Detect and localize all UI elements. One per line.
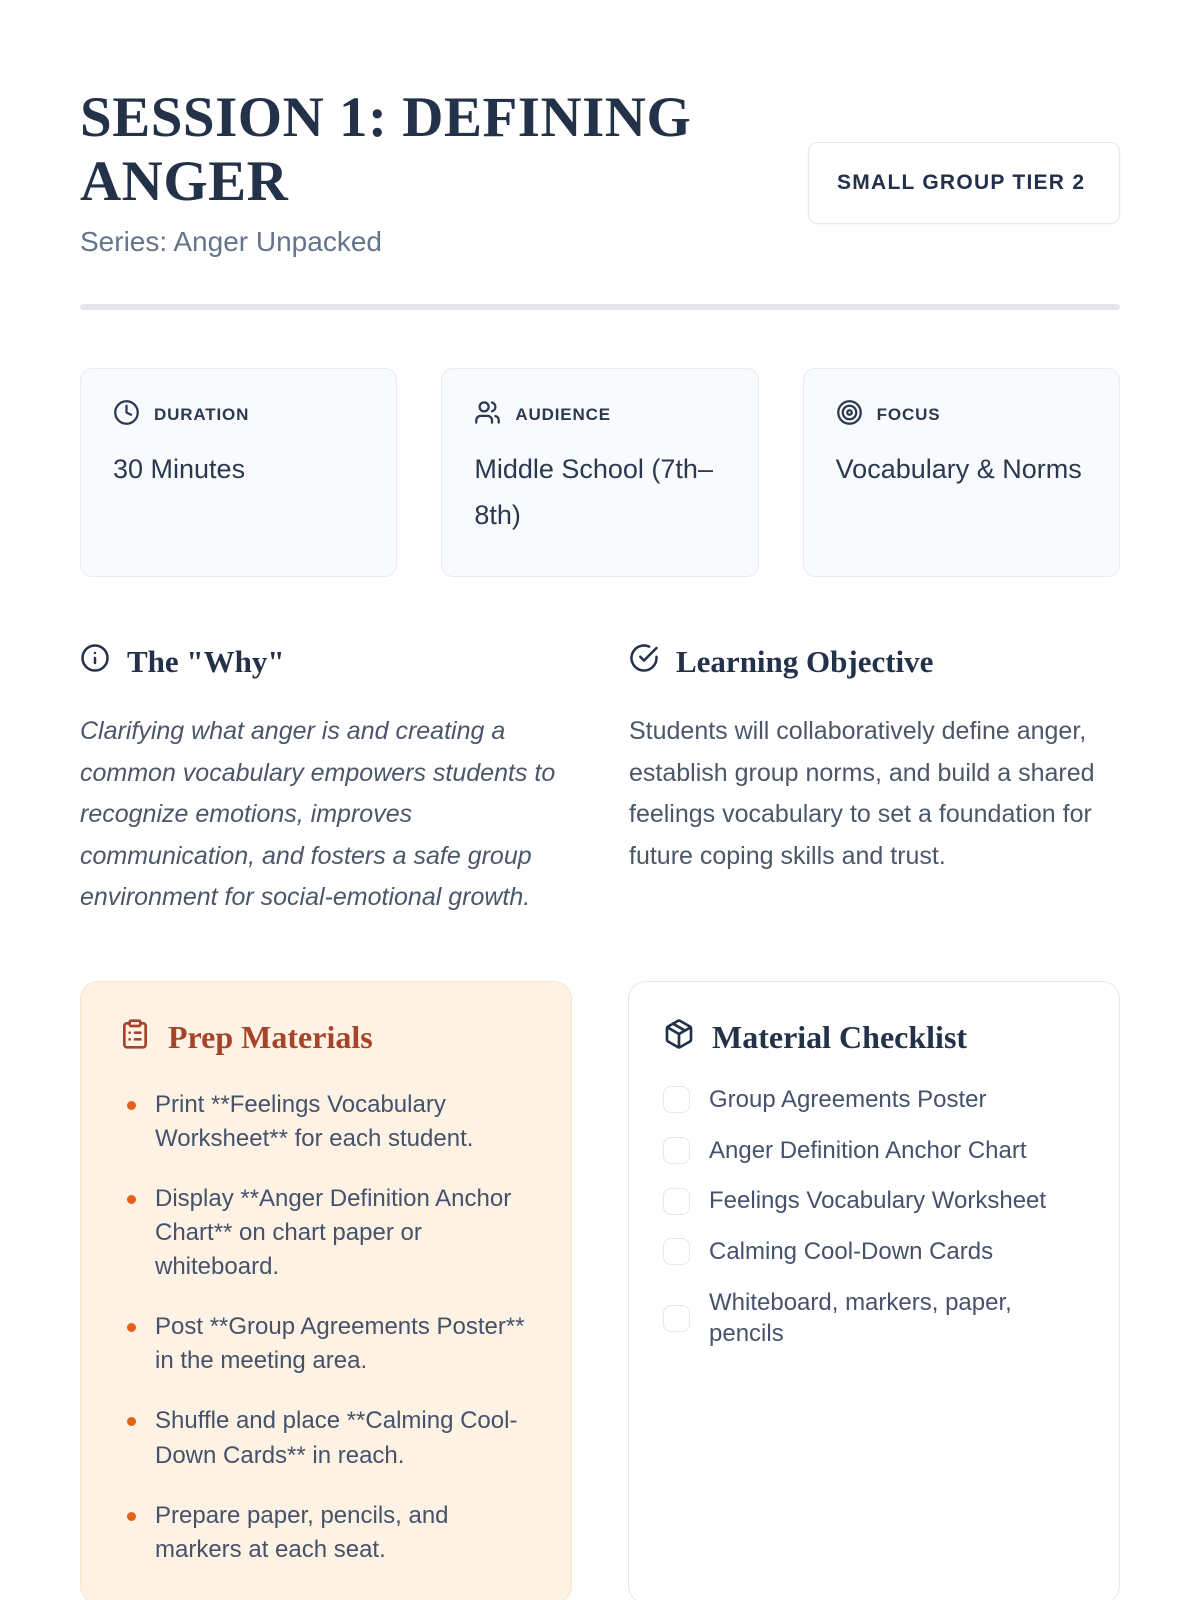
page-title: SESSION 1: DEFINING ANGER: [80, 86, 692, 213]
duration-value: 30 Minutes: [113, 453, 246, 484]
focus-label-row: [836, 399, 1087, 431]
duration-card: [80, 368, 397, 578]
package-icon: [663, 1018, 695, 1058]
header: [80, 86, 1120, 258]
checklist-item-label: Whiteboard, markers, paper, pencils: [709, 1288, 1012, 1348]
objective-heading: Learning Objective: [676, 644, 934, 680]
focus-card: [803, 368, 1120, 578]
info-icon: [80, 643, 110, 681]
list-item: [127, 1310, 533, 1378]
checkbox[interactable]: [663, 1305, 690, 1332]
audience-card: [441, 368, 758, 578]
prep-heading: Prep Materials: [168, 1019, 373, 1056]
bullet-icon: [127, 1323, 136, 1332]
clock-icon: [113, 399, 140, 431]
checklist-row: [663, 1287, 1085, 1350]
why-section: [80, 643, 571, 919]
list-item: [127, 1404, 533, 1472]
material-checklist-card: [628, 981, 1120, 1600]
audience-value: Middle School (7th–8th): [474, 453, 713, 530]
info-card-row: [80, 368, 1120, 578]
objective-body: Students will collaboratively define anger, establish group norms, and build a shared feelings vocabulary to set a foundation for future coping skills and trust.: [629, 717, 1095, 870]
duration-label: DURATION: [154, 404, 250, 424]
users-icon: [474, 399, 501, 431]
why-body: Clarifying what anger is and creating a common vocabulary empowers students to recognize emotions, improves communication, and fosters a safe group environment for social-emotional growth.: [80, 717, 556, 912]
checklist-item-label: Calming Cool-Down Cards: [709, 1237, 994, 1265]
bullet-icon: [127, 1195, 136, 1204]
prep-materials-card: [80, 981, 572, 1600]
audience-label: AUDIENCE: [515, 404, 611, 424]
prep-item-text: Post **Group Agreements Poster** in the meeting area.: [155, 1313, 525, 1375]
checklist: [663, 1084, 1085, 1350]
checklist-row: [663, 1135, 1085, 1167]
objective-heading-row: [629, 643, 1120, 681]
bullet-icon: [127, 1417, 136, 1426]
check-circle-icon: [629, 643, 659, 681]
bullet-icon: [127, 1101, 136, 1110]
prep-item-text: Prepare paper, pencils, and markers at each seat.: [155, 1501, 449, 1563]
checklist-row: [663, 1185, 1085, 1217]
prep-item-text: Display **Anger Definition Anchor Chart** on chart paper or whiteboard.: [155, 1185, 512, 1281]
clipboard-list-icon: [119, 1018, 151, 1058]
objective-section: [629, 643, 1120, 919]
checklist-row: [663, 1236, 1085, 1268]
checklist-row: [663, 1084, 1085, 1116]
materials-row: [80, 981, 1120, 1600]
target-icon: [836, 399, 863, 431]
checklist-item-label: Group Agreements Poster: [709, 1085, 987, 1113]
prep-list: [119, 1088, 533, 1567]
tier-badge: SMALL GROUP TIER 2: [808, 142, 1120, 224]
series-subtitle: Series: Anger Unpacked: [80, 225, 382, 257]
why-heading: The "Why": [127, 644, 285, 680]
list-item: [127, 1088, 533, 1156]
list-item: [127, 1182, 533, 1284]
checkbox[interactable]: [663, 1188, 690, 1215]
checklist-heading: Material Checklist: [712, 1019, 968, 1056]
focus-label: FOCUS: [876, 404, 941, 424]
checklist-heading-row: [663, 1018, 1085, 1058]
checklist-item-label: Feelings Vocabulary Worksheet: [709, 1187, 1047, 1215]
header-divider: [80, 304, 1120, 310]
prep-item-text: Shuffle and place **Calming Cool-Down Cards** in reach.: [155, 1407, 518, 1469]
why-heading-row: [80, 643, 571, 681]
bullet-icon: [127, 1512, 136, 1521]
checkbox[interactable]: [663, 1238, 690, 1265]
prep-heading-row: [119, 1018, 533, 1058]
prep-item-text: Print **Feelings Vocabulary Worksheet** for each student.: [155, 1090, 474, 1153]
header-text: [80, 86, 770, 258]
checkbox[interactable]: [663, 1086, 690, 1113]
duration-label-row: [113, 399, 364, 431]
audience-label-row: [474, 399, 725, 431]
checklist-item-label: Anger Definition Anchor Chart: [709, 1136, 1027, 1164]
list-item: [127, 1499, 533, 1567]
checkbox[interactable]: [663, 1137, 690, 1164]
focus-value: Vocabulary & Norms: [835, 453, 1082, 484]
why-objective-row: [80, 643, 1120, 919]
